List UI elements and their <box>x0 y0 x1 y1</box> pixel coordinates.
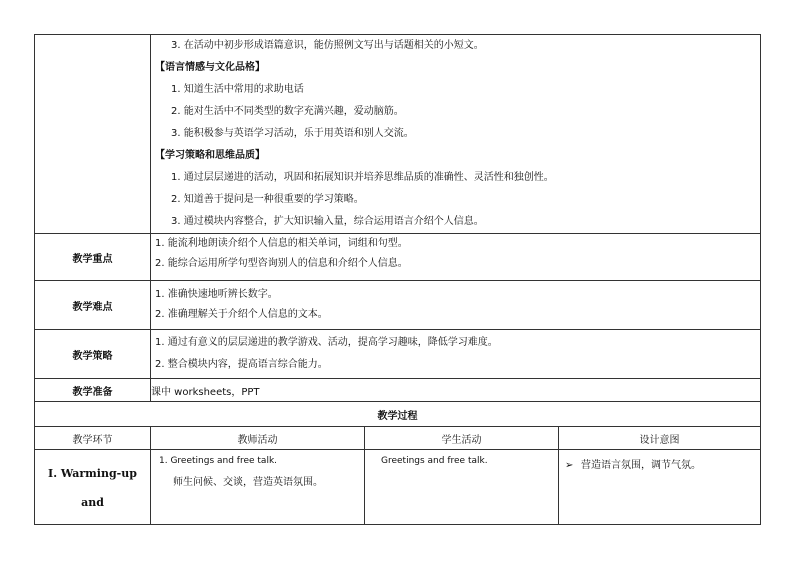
process-header-row <box>35 427 761 450</box>
strategy-item: 1. 通过层层递进的活动，巩固和拓展知识并培养思维品质的准确性、灵活性和独创性。 <box>171 172 554 183</box>
arrow-bullet-icon: ➢ <box>565 460 574 471</box>
header-student: 学生活动 <box>365 427 559 450</box>
student-activity-cell <box>365 450 559 525</box>
objectives-label-cell <box>35 35 151 234</box>
emotion-item: 3. 能积极参与英语学习活动，乐于用英语和别人交流。 <box>171 128 414 139</box>
preparation-label: 教学准备 <box>35 379 151 402</box>
key-point-item: 2. 能综合运用所学句型咨询别人的信息和介绍个人信息。 <box>155 258 408 269</box>
teacher-activity-note: 师生问候、交谈，营造英语氛围。 <box>173 477 323 488</box>
intent-text: 营造语言氛围，调节气氛。 <box>581 460 701 471</box>
difficulty-item: 2. 准确理解关于介绍个人信息的文本。 <box>155 309 328 320</box>
process-title: 教学过程 <box>35 402 761 427</box>
key-points-content <box>151 234 761 281</box>
process-title-row <box>35 402 761 427</box>
section-heading-emotion: 【语言情感与文化品格】 <box>155 62 265 73</box>
header-intent: 设计意图 <box>559 427 761 450</box>
header-teacher: 教师活动 <box>151 427 365 450</box>
strategy-item: 2. 知道善于提问是一种很重要的学习策略。 <box>171 194 364 205</box>
teacher-activity-item: 1. Greetings and free talk. <box>159 456 278 466</box>
difficulties-content <box>151 281 761 330</box>
difficulty-item: 1. 准确快速地听辨长数字。 <box>155 289 278 300</box>
emotion-item: 2. 能对生活中不同类型的数字充满兴趣，爱动脑筋。 <box>171 106 404 117</box>
stage-name-cont: and <box>81 496 104 509</box>
key-points-label: 教学重点 <box>35 234 151 281</box>
difficulties-row <box>35 281 761 330</box>
strategies-content <box>151 330 761 379</box>
strategies-label: 教学策略 <box>35 330 151 379</box>
header-stage: 教学环节 <box>35 427 151 450</box>
difficulties-label: 教学难点 <box>35 281 151 330</box>
teacher-activity-cell <box>151 450 365 525</box>
key-point-item: 1. 能流利地朗读介绍个人信息的相关单词，词组和句型。 <box>155 238 408 249</box>
objective-item: 3. 在活动中初步形成语篇意识，能仿照例文写出与话题相关的小短文。 <box>171 40 484 51</box>
preparation-row <box>35 379 761 402</box>
strategies-row <box>35 330 761 379</box>
key-points-row <box>35 234 761 281</box>
strategy-method-item: 2. 整合模块内容，提高语言综合能力。 <box>155 359 328 370</box>
section-heading-strategy: 【学习策略和思维品质】 <box>155 150 265 161</box>
intent-cell <box>559 450 761 525</box>
preparation-value: 课中 worksheets，PPT <box>151 379 761 402</box>
intent-item <box>559 456 760 471</box>
student-activity-item: Greetings and free talk. <box>381 456 488 466</box>
stage-cell <box>35 450 151 525</box>
emotion-item: 1. 知道生活中常用的求助电话 <box>171 84 304 95</box>
lesson-plan-table <box>34 34 761 525</box>
objectives-row <box>35 35 761 234</box>
stage-name: I. Warming-up <box>48 467 137 480</box>
strategy-item: 3. 通过模块内容整合，扩大知识输入量，综合运用语言介绍个人信息。 <box>171 216 484 227</box>
strategy-method-item: 1. 通过有意义的层层递进的教学游戏、活动，提高学习趣味，降低学习难度。 <box>155 337 498 348</box>
objectives-content <box>151 35 761 234</box>
process-row <box>35 450 761 525</box>
